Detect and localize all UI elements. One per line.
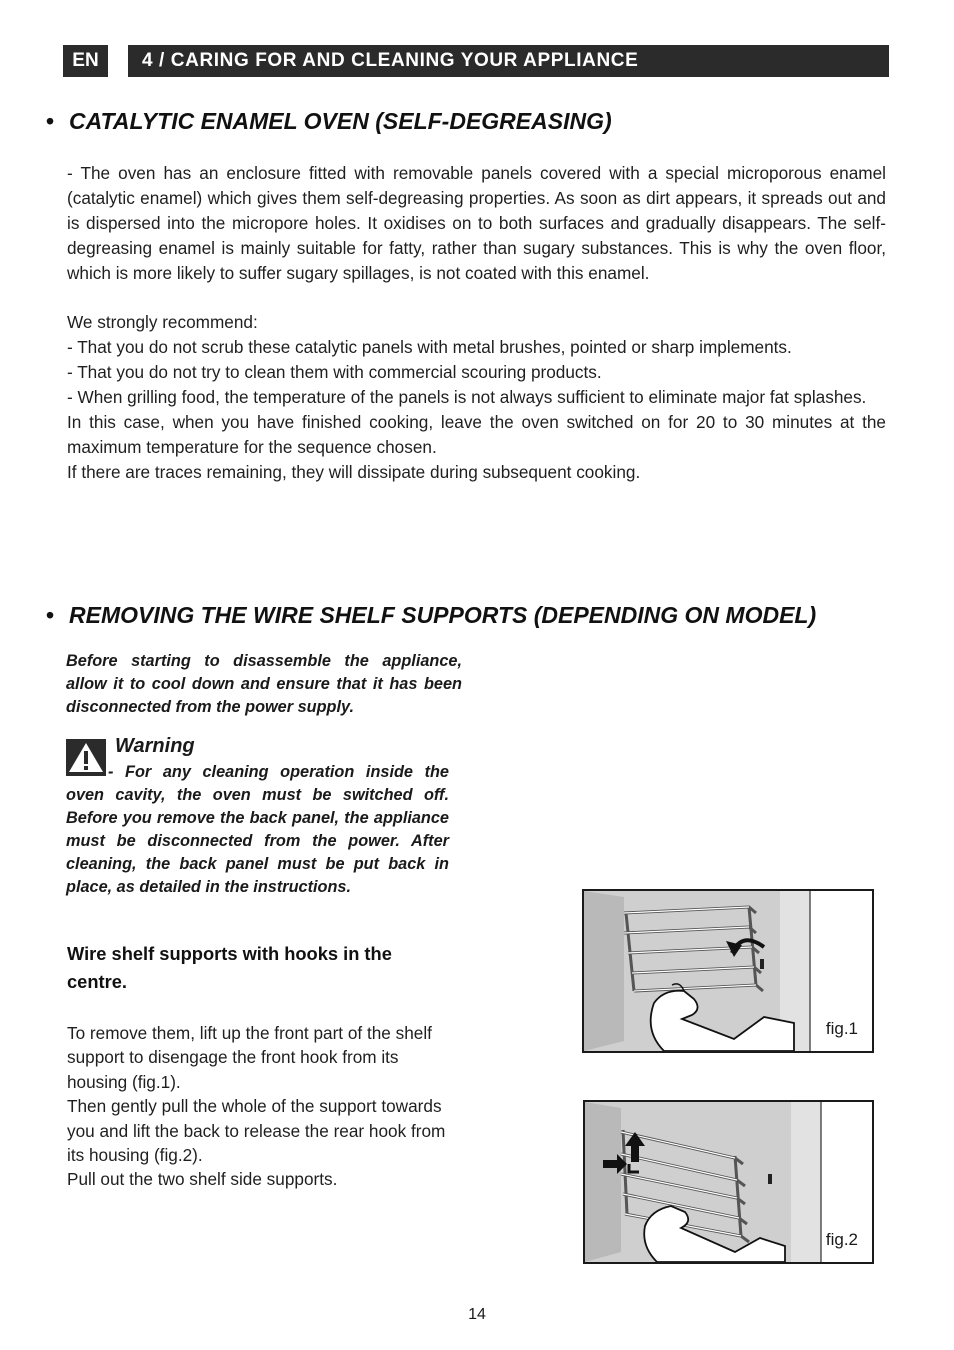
recommend-item: - When grilling food, the temperature of the panels is not always sufficient to eliminate major fat splashes.: [67, 387, 867, 408]
recommend-item: - That you do not scrub these catalytic panels with metal brushes, pointed or sharp implements.: [67, 337, 792, 358]
recommend-item: - That you do not try to clean them with commercial scouring products.: [67, 362, 602, 383]
heading-bullet: •: [46, 108, 55, 134]
figure-2-label: fig.2: [825, 1230, 858, 1249]
chapter-title: 4 / CARING FOR AND CLEANING YOUR APPLIANCE: [128, 45, 889, 77]
catalytic-body: [67, 161, 886, 485]
page-number: 14: [468, 1306, 486, 1323]
recommend-title: We strongly recommend:: [67, 312, 258, 333]
figure-2: [583, 1100, 874, 1264]
instruction-step: Pull out the two shelf side supports.: [67, 1169, 338, 1190]
follow-up-text: In this case, when you have finished cooking, leave the oven switched on for 20 to 30 minutes at the maximum temperature for the sequence chosen.: [67, 412, 886, 457]
section-heading-catalytic: [46, 108, 612, 135]
figure-1-label: fig.1: [825, 1019, 858, 1038]
catalytic-intro: - The oven has an enclosure fitted with removable panels covered with a special microporous enamel (catalytic enamel) which gives them self-degreasing properties. As soon as dirt appears, it spreads out and is dispersed into the micropore holes. It oxidises on to both surfaces and gradually disappears. The self-degreasing enamel is mainly suitable for fatty, rather than sugary substances. This is why the oven floor, which is more likely to suffer sugary spillages, is not coated with this enamel.: [67, 163, 886, 283]
section-heading-text: REMOVING THE WIRE SHELF SUPPORTS (DEPENDING ON MODEL): [69, 602, 817, 628]
shelf-support-subheading: Wire shelf supports with hooks in the centre.: [67, 943, 392, 992]
removal-instructions: [67, 1021, 457, 1192]
follow-up-text: If there are traces remaining, they will dissipate during subsequent cooking.: [67, 461, 641, 482]
heading-bullet: •: [46, 602, 55, 628]
instruction-step: To remove them, lift up the front part of the shelf support to disengage the front hook from its housing (fig.1).: [67, 1023, 432, 1092]
instruction-step: Then gently pull the whole of the support towards you and lift the back to release the rear hook from its housing (fig.2).: [67, 1096, 446, 1166]
warning-text: - For any cleaning operation inside the oven cavity, the oven must be switched off. Before you remove the back panel, the appliance must be disconnected from the power. After cleaning, the back panel must be put back in place, as detailed in the instructions.: [66, 763, 449, 896]
figure-1: [582, 889, 874, 1053]
section-heading-shelf-supports: [46, 602, 816, 629]
warning-title: Warning: [115, 735, 195, 757]
caution-note: Before starting to disassemble the appliance, allow it to cool down and ensure that it has been disconnected from the power supply.: [66, 652, 462, 716]
language-tab: EN: [63, 45, 108, 77]
section-heading-text: CATALYTIC ENAMEL OVEN (SELF-DEGREASING): [69, 108, 612, 134]
